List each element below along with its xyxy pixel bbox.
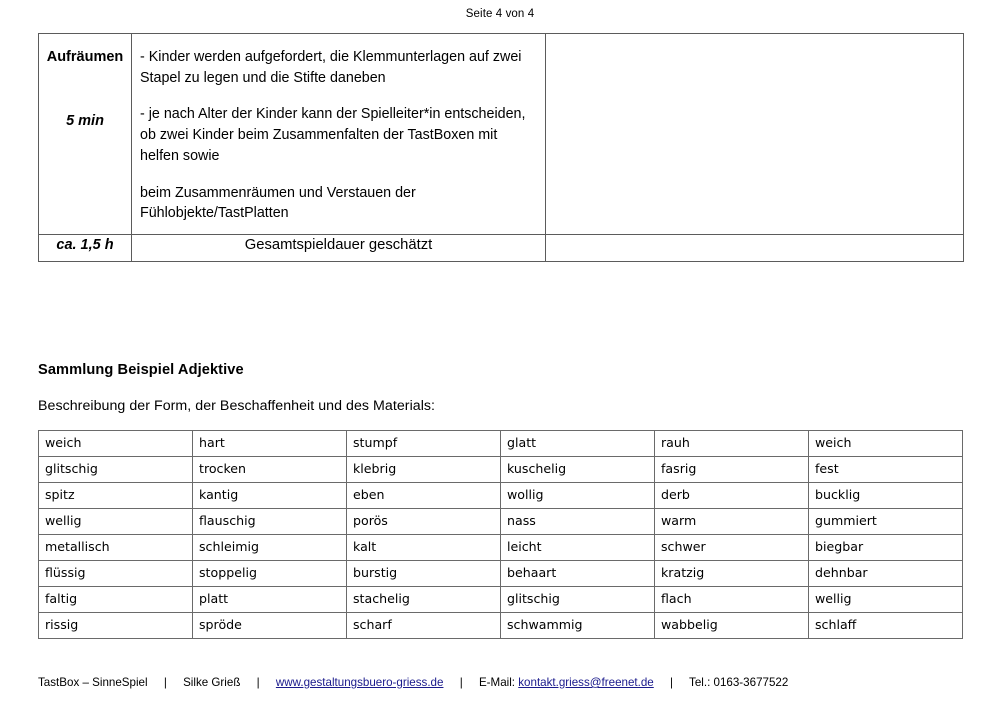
table-row (39, 561, 963, 587)
adjective-cell: glitschig (501, 587, 655, 613)
adjective-cell: flüssig (39, 561, 193, 587)
adjective-cell: wellig (809, 587, 963, 613)
schedule-table (38, 33, 964, 262)
total-notes-cell (546, 235, 964, 262)
table-row (39, 509, 963, 535)
table-row (39, 34, 964, 235)
description-paragraph: - Kinder werden aufgefordert, die Klemmunterlagen auf zwei Stapel zu legen und die Stifte daneben (140, 49, 522, 86)
page-footer (38, 676, 963, 689)
adjective-cell: flauschig (193, 509, 347, 535)
phase-duration: 5 min (66, 112, 104, 129)
adjective-cell: flach (655, 587, 809, 613)
adjective-cell: spröde (193, 613, 347, 639)
section-subtitle: Beschreibung der Form, der Beschaffenheit und des Materials: (38, 398, 436, 414)
notes-cell (546, 34, 964, 235)
adjective-cell: wabbelig (655, 613, 809, 639)
footer-website-link[interactable]: www.gestaltungsbuero-griess.de (275, 676, 444, 689)
section-heading: Sammlung Beispiel Adjektive (38, 362, 244, 378)
page-indicator: Seite 4 von 4 (465, 8, 535, 20)
footer-email-link[interactable]: kontakt.griess@freenet.de (518, 676, 654, 689)
adjective-cell: porös (347, 509, 501, 535)
adjective-cell: kantig (193, 483, 347, 509)
adjective-cell: schwer (655, 535, 809, 561)
footer-separator: | (256, 676, 260, 689)
adjective-cell: schlaff (809, 613, 963, 639)
adjective-cell: dehnbar (809, 561, 963, 587)
adjective-cell: faltig (39, 587, 193, 613)
adjective-cell: stoppelig (193, 561, 347, 587)
adjective-cell: weich (39, 431, 193, 457)
adjective-cell: fasrig (655, 457, 809, 483)
phase-title: Aufräumen (46, 49, 124, 65)
phase-cell (39, 34, 132, 235)
footer-email-label: E-Mail: (478, 676, 516, 689)
adjective-cell: schleimig (193, 535, 347, 561)
adjective-cell: eben (347, 483, 501, 509)
table-row (39, 457, 963, 483)
adjective-cell: fest (809, 457, 963, 483)
adjective-cell: kuschelig (501, 457, 655, 483)
footer-separator: | (459, 676, 463, 689)
adjective-cell: trocken (193, 457, 347, 483)
table-row (39, 431, 963, 457)
adjective-cell: glitschig (39, 457, 193, 483)
adjectives-table (38, 430, 963, 639)
adjective-cell: derb (655, 483, 809, 509)
adjective-cell: wollig (501, 483, 655, 509)
adjective-cell: burstig (347, 561, 501, 587)
adjective-cell: glatt (501, 431, 655, 457)
adjective-cell: weich (809, 431, 963, 457)
table-row (39, 483, 963, 509)
table-row (39, 587, 963, 613)
adjective-cell: spitz (39, 483, 193, 509)
adjective-cell: bucklig (809, 483, 963, 509)
footer-phone: Tel.: 0163-3677522 (689, 676, 789, 689)
description-cell (132, 34, 546, 235)
total-label: Gesamtspieldauer geschätzt (132, 235, 546, 262)
adjective-cell: kalt (347, 535, 501, 561)
adjective-cell: rissig (39, 613, 193, 639)
adjective-cell: stachelig (347, 587, 501, 613)
adjective-cell: metallisch (39, 535, 193, 561)
table-row (39, 613, 963, 639)
adjective-cell: rauh (655, 431, 809, 457)
footer-separator: | (163, 676, 167, 689)
footer-author: Silke Grieß (183, 676, 241, 689)
adjective-cell: klebrig (347, 457, 501, 483)
footer-project: TastBox – SinneSpiel (38, 676, 148, 689)
adjective-cell: gummiert (809, 509, 963, 535)
adjective-cell: hart (193, 431, 347, 457)
adjective-cell: leicht (501, 535, 655, 561)
table-row-total (39, 235, 964, 262)
adjective-cell: stumpf (347, 431, 501, 457)
total-duration: ca. 1,5 h (39, 235, 132, 262)
footer-separator: | (670, 676, 674, 689)
adjective-cell: schwammig (501, 613, 655, 639)
adjective-cell: scharf (347, 613, 501, 639)
adjective-cell: platt (193, 587, 347, 613)
adjective-cell: kratzig (655, 561, 809, 587)
adjective-cell: biegbar (809, 535, 963, 561)
adjective-cell: behaart (501, 561, 655, 587)
description-paragraph: beim Zusammenräumen und Verstauen der Fühlobjekte/TastPlatten (140, 184, 416, 222)
table-row (39, 535, 963, 561)
adjective-cell: warm (655, 509, 809, 535)
adjective-cell: wellig (39, 509, 193, 535)
adjective-cell: nass (501, 509, 655, 535)
description-paragraph: - je nach Alter der Kinder kann der Spielleiter*in entscheiden, ob zwei Kinder beim Zusammenfalten der TastBoxen mit helfen sowie (140, 106, 526, 164)
